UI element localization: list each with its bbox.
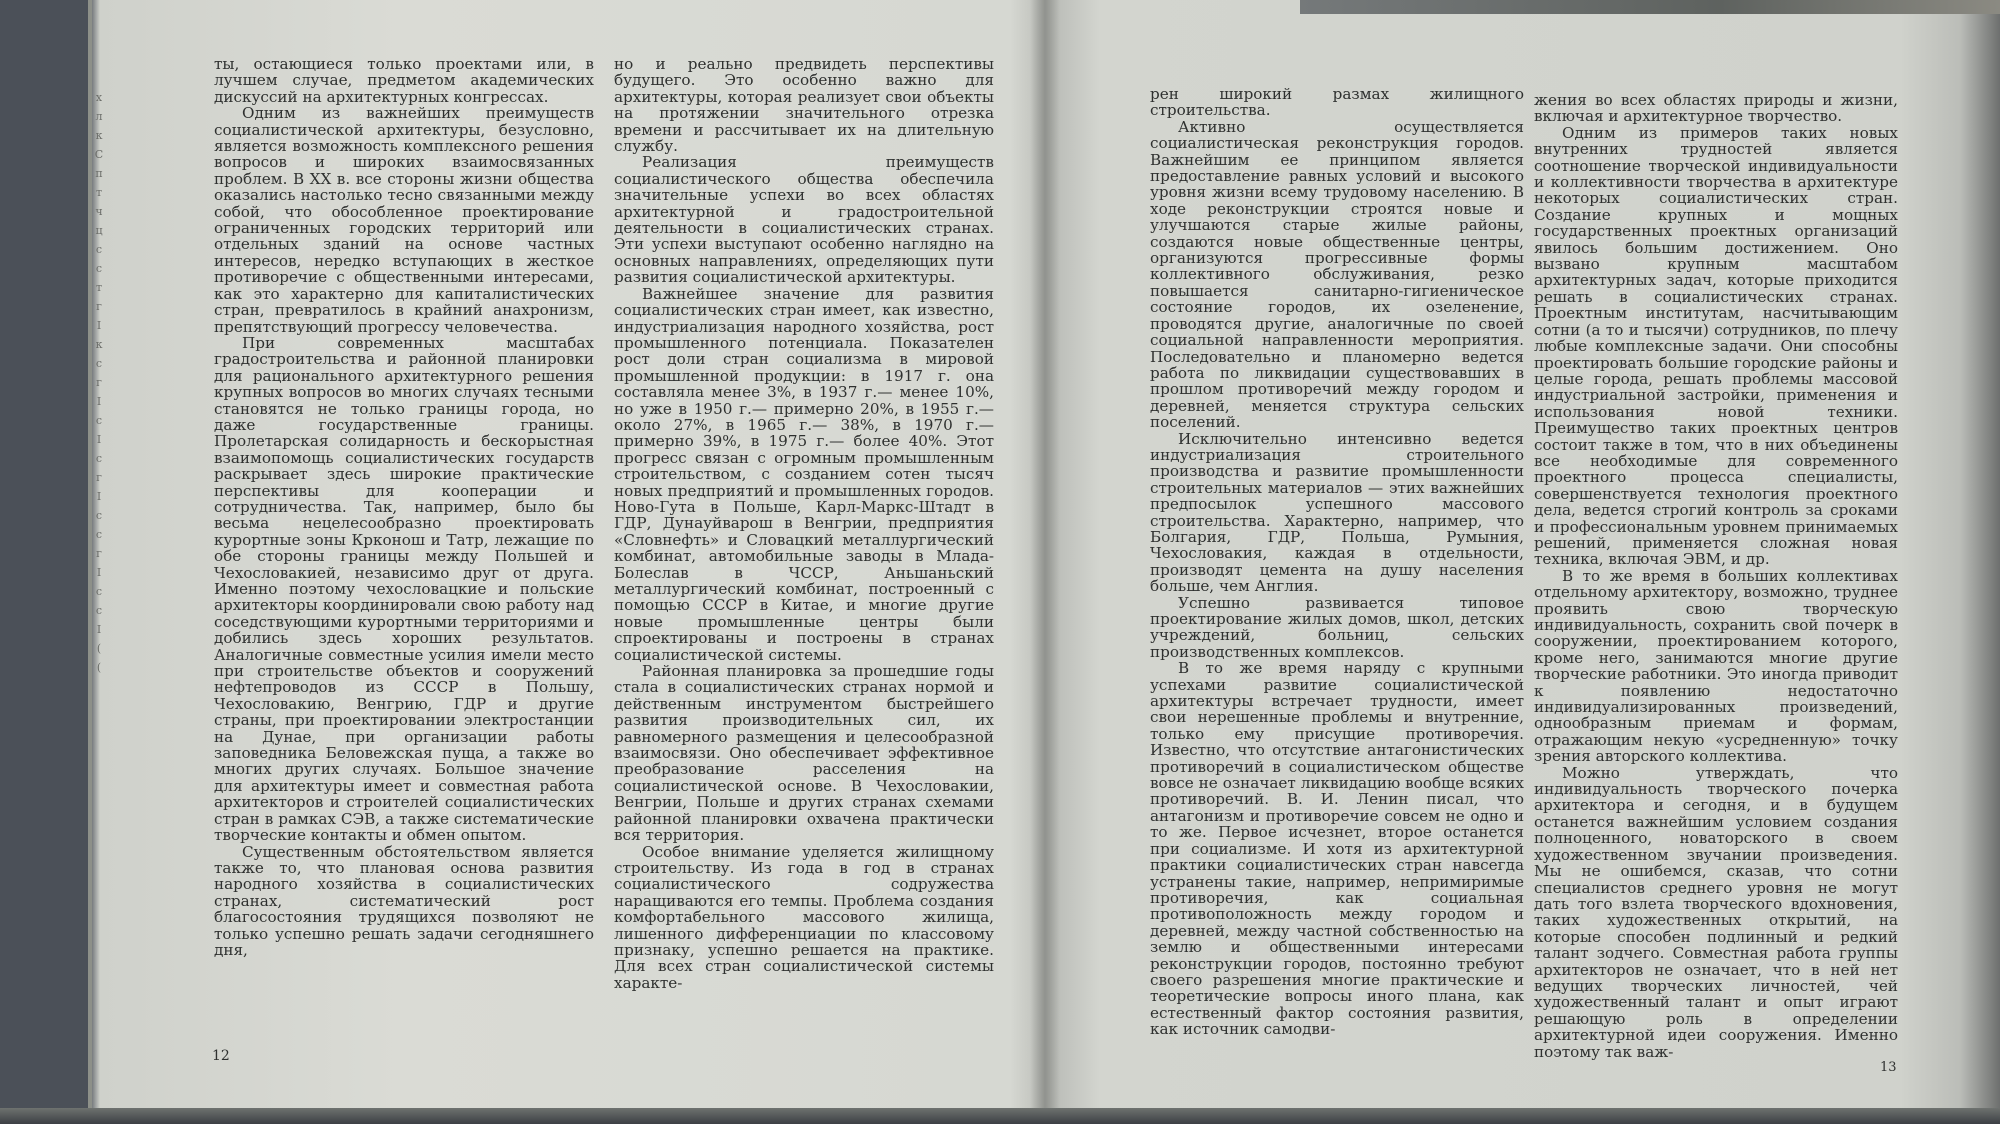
previous-page-margin-text xyxy=(92,90,106,850)
margin-letter: ч xyxy=(95,205,103,218)
paragraph: Можно утверждать, что индивидуальность творческого почерка архитектора и сегодня, и в будущем останется важнейшим условием создания полноценного, новаторского в своем художественном звучании произведения. Мы не ошибемся, сказав, что сотни специалистов среднего уровня не могут дать того взлета творческого вдохновения, таких художественных открытий, на которые способен подлинный и редкий талант зодчего. Совместная работа группы архитекторов не означает, что в ней нет ведущих творческих личностей, чей художественный талант и опыт играют решающую роль в определении архитектурной идеи сооружения. Именно поэтому так важ- xyxy=(1534,763,1898,1061)
margin-letter: л xyxy=(95,110,103,123)
margin-letter: С xyxy=(94,148,104,161)
paragraph: Одним из важнейших преимуществ социалистической архитектуры, безусловно, является возможность комплексного решения вопросов и широких взаимосвязанных проблем. В XX в. все стороны жизни общества оказались настолько тесно связанными между собой, что обособленное проектирование ограниченных городских территорий или отдельных зданий на основе частных интересов, нередко вступающих в жесткое противоречие с общественными интересами, как это характерно для капиталистических стран, превратилось в крайний анахронизм, препятствующий прогрессу человечества. xyxy=(214,104,594,336)
left-page-column-1 xyxy=(214,56,594,958)
margin-letter: ( xyxy=(96,642,102,655)
margin-letter: т xyxy=(95,186,103,199)
paragraph: Активно осуществляется социалистическая реконструкция городов. Важнейшим ее принципом является предоставление равных условий и высокого уровня жизни всему трудовому населению. В ходе реконструкции строятся новые и улучшаются старые жилые районы, создаются новые общественные центры, организуются прогрессивные формы коллективного обслуживания, резко повышается санитарно-гигиеническое состояние городов, их озеленение, проводятся другие, аналогичные по своей социальной направленности мероприятия. Последовательно и планомерно ведется работа по ликвидации существовавших в прошлом противоречий между городом и деревней, меняется структура сельских поселений. xyxy=(1150,117,1524,432)
margin-letter: I xyxy=(96,623,102,636)
table-surface xyxy=(0,1108,2000,1124)
margin-letter: I xyxy=(96,319,102,332)
margin-letter: к xyxy=(95,338,103,351)
margin-letter: с xyxy=(95,585,103,598)
margin-letter: с xyxy=(95,528,103,541)
paragraph: жения во всех областях природы и жизни, включая и архитектурное творчество. xyxy=(1534,91,1898,126)
margin-letter: I xyxy=(96,395,102,408)
paragraph: ты, остающиеся только проектами или, в лучшем случае, предметом академических дискуссий на архитектурных конгрессах. xyxy=(214,55,594,106)
margin-letter: с xyxy=(95,452,103,465)
margin-letter: ( xyxy=(96,661,102,674)
paragraph: Существенным обстоятельством является также то, что плановая основа развития народного хозяйства в социалистических странах, систематический рост благосостояния трудящихся позволяют не только успешно решать задачи сегодняшнего дня, xyxy=(214,842,594,959)
paragraph: но и реально предвидеть перспективы будущего. Это особенно важно для архитектуры, которая реализует свои объекты на протяжении значительного отрезка времени и рассчитывает их на длительную службу. xyxy=(614,55,994,156)
page-number-right: 13 xyxy=(1880,1060,1897,1075)
right-page-column-2 xyxy=(1534,92,1898,1060)
margin-letter: с xyxy=(95,262,103,275)
paragraph: Районная планировка за прошедшие годы стала в социалистических странах нормой и действенным инструментом быстрейшего развития производительных сил, их равномерного размещения и целесообразной взаимосвязи. Оно обеспечивает эффективное преобразование расселения на социалистической основе. В Чехословакии, Венгрии, Польше и других странах схемами районной планировки охвачена практически вся территория. xyxy=(614,662,994,845)
margin-letter: ц xyxy=(95,224,103,237)
paragraph: Особое внимание уделяется жилищному строительству. Из года в год в странах социалистического содружества наращиваются его темпы. Проблема создания комфортабельного массового жилища, лишенного дифференциации по классовому признаку, успешно решается на практике. Для всех стран социалистической системы характе- xyxy=(614,842,994,992)
paragraph: Реализация преимуществ социалистического общества обеспечила значительные успехи во всех областях архитектурной и градостроительной деятельности в социалистических странах. Эти успехи выступают особенно наглядно на основных направлениях, определяющих пути развития социалистической архитектуры. xyxy=(614,153,994,287)
margin-letter: с xyxy=(95,604,103,617)
right-page-column-1 xyxy=(1150,86,1524,1038)
paragraph: Исключительно интенсивно ведется индустриализация строительного производства и развитие промышленности строительных материалов — этих важнейших предпосылок успешного массового строительства. Характерно, например, что Болгария, ГДР, Польша, Румыния, Чехословакия, каждая в отдельности, производят цемента на душу населения больше, чем Англия. xyxy=(1150,429,1524,596)
margin-letter: с xyxy=(95,509,103,522)
margin-letter: с xyxy=(95,414,103,427)
margin-letter: г xyxy=(96,547,102,560)
margin-letter: с xyxy=(95,357,103,370)
margin-letter: г xyxy=(96,471,102,484)
margin-letter: I xyxy=(96,490,102,503)
left-page-column-2 xyxy=(614,56,994,991)
paragraph: При современных масштабах градостроительства и районной планировки для рационального архитектурного решения крупных вопросов во многих случаях тесными становятся не только границы города, но даже государственные границы. Пролетарская солидарность и бескорыстная взаимопомощь социалистических государств раскрывает здесь широкие практические перспективы для кооперации и сотрудничества. Так, например, было бы весьма нецелесообразно проектировать курортные зоны Крконош и Татр, лежащие по обе стороны границы между Польшей и Чехословакией, независимо друг от друга. Именно поэтому чехословацкие и польские архитекторы координировали свою работу над соседствующими курортными территориями и добились здесь хороших результатов. Аналогичные совместные усилия имели место при строительстве объектов и сооружений нефтепроводов из СССР в Польшу, Чехословакию, Венгрию, ГДР и другие страны, при проектировании электростанции на Дунае, при организации работы заповедника Беловежская пуща, а также во многих других случаях. Большое значение для архитектуры имеет и совместная работа архитекторов и строителей социалистических стран в рамках СЭВ, а также систематические творческие контакты и обмен опытом. xyxy=(214,333,594,845)
margin-letter: х xyxy=(95,91,103,104)
paragraph: В то же время наряду с крупными успехами развитие социалистической архитектуры встречает трудности, имеет свои нерешенные проблемы и внутренние, только ему присущие противоречия. Известно, что отсутствие антагонистических противоречий в социалистическом обществе вовсе не означает ликвидацию вообще всяких противоречий. В. И. Ленин писал, что антагонизм и противоречие совсем не одно и то же. Первое исчезнет, второе останется при социализме. И хотя из архитектурной практики социалистических стран навсегда устранены такие, например, непримиримые противоречия, как социальная противоположность между городом и деревней, между частной собственностью на землю и общественными интересами реконструкции городов, постоянно требуют своего разрешения многие практические и теоретические вопросы иного плана, как естественный фактор состояния развития, как источник самодви- xyxy=(1150,659,1524,1039)
background-surface xyxy=(1300,0,2000,14)
margin-letter: к xyxy=(95,129,103,142)
margin-letter: т xyxy=(95,281,103,294)
margin-letter: г xyxy=(96,300,102,313)
margin-letter: п xyxy=(95,167,103,180)
paragraph: Одним из примеров таких новых внутренних трудностей является соотношение творческой индивидуальности и коллективности творчества в архитектуре некоторых социалистических стран. Создание крупных и мощных государственных проектных организаций явилось большим достижением. Оно вызвано крупным масштабом архитектурных задач, которые приходится решать в социалистических странах. Проектным институтам, насчитывающим сотни (а то и тысячи) сотрудников, по плечу любые комплексные задачи. Они способны проектировать большие городские районы и целые города, решать проблемы массовой индустриальной застройки, применения и использования новой техники. Преимущество таких проектных центров состоит также в том, что в них объединены все необходимые для современного проектного процесса специалисты, совершенствуется технология проектного дела, ведется строгий контроль за сроками и профессиональным уровнем принимаемых решений, применяется сложная новая техника, включая ЭВМ, и др. xyxy=(1534,123,1898,569)
margin-letter: I xyxy=(96,566,102,579)
margin-letter: I xyxy=(96,433,102,446)
paragraph: рен широкий размах жилищного строительства. xyxy=(1150,85,1524,120)
page-number-left: 12 xyxy=(212,1048,230,1064)
book-gutter xyxy=(1030,0,1060,1124)
margin-letter: г xyxy=(96,376,102,389)
margin-letter: с xyxy=(95,243,103,256)
paragraph: Важнейшее значение для развития социалистических стран имеет, как известно, индустриализация народного хозяйства, рост промышленного потенциала. Показателен рост доли стран социализма в мировой промышленной продукции: в 1917 г. она составляла менее 3%, в 1937 г.— менее 10%, но уже в 1950 г.— примерно 20%, в 1955 г.— около 27%, в 1965 г.— 38%, в 1970 г.— примерно 39%, в 1975 г.— более 40%. Этот прогресс связан с огромным промышленным строительством, с созданием сотен тысяч новых предприятий и промышленных городов. Ново-Гута в Польше, Карл-Маркс-Штадт в ГДР, Дунауйварош в Венгрии, предприятия «Словнефть» и Словацкий металлургический комбинат, автомобильные заводы в Млада-Болеслав в ЧССР, Аньшаньский металлургический комбинат, построенный с помощью СССР в Китае, и многие другие новые промышленные центры были спроектированы и построены в странах социалистической системы. xyxy=(614,284,994,664)
paragraph: В то же время в больших коллективах отдельному архитектору, возможно, труднее проявить свою творческую индивидуальность, сохранить свой почерк в сооружении, проектированием которого, кроме него, занимаются многие другие творческие работники. Это иногда приводит к появлению недостаточно индивидуализированных произведений, однообразным приемам и формам, отражающим некую «усредненную» точку зрения авторского коллектива. xyxy=(1534,566,1898,766)
paragraph: Успешно развивается типовое проектирование жилых домов, школ, детских учреждений, больниц, сельских производственных комплексов. xyxy=(1150,593,1524,661)
